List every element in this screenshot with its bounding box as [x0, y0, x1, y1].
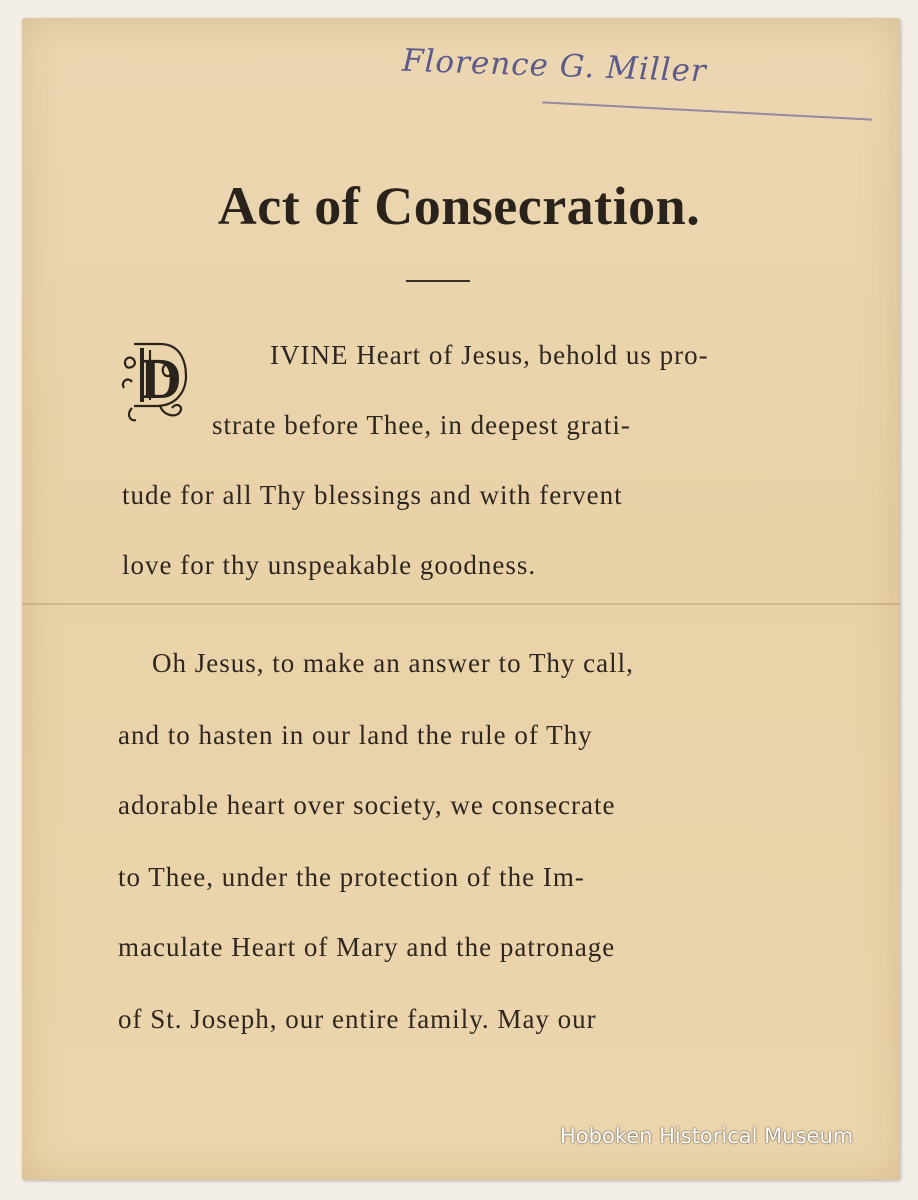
text-line: strate before Thee, in deepest grati-	[212, 410, 631, 440]
text-line: maculate Heart of Mary and the patronage	[118, 932, 616, 962]
ornamental-drop-cap	[120, 336, 192, 424]
text-line: tude for all Thy blessings and with fervent	[122, 480, 623, 510]
text-line: and to hasten in our land the rule of Thy	[118, 720, 593, 750]
handwritten-signature: Florence G. Miller	[401, 42, 708, 90]
text-line: Oh Jesus, to make an answer to Thy call,	[152, 648, 634, 678]
text-line: to Thee, under the protection of the Im-	[118, 862, 585, 892]
text-line: love for thy unspeakable goodness.	[122, 550, 537, 580]
title-divider	[406, 280, 470, 282]
text-line: of St. Joseph, our entire family. May our	[118, 1004, 597, 1034]
fold-crease	[22, 603, 900, 605]
document-sheet	[22, 18, 900, 1180]
text-line: adorable heart over society, we consecrate	[118, 790, 616, 820]
signature-underline	[542, 101, 872, 120]
document-title: Act of Consecration.	[217, 176, 701, 236]
drop-cap-letter: D	[140, 346, 182, 411]
text-line: IVINE Heart of Jesus, behold us pro-	[270, 340, 709, 370]
museum-watermark: Hoboken Historical Museum	[560, 1124, 854, 1148]
